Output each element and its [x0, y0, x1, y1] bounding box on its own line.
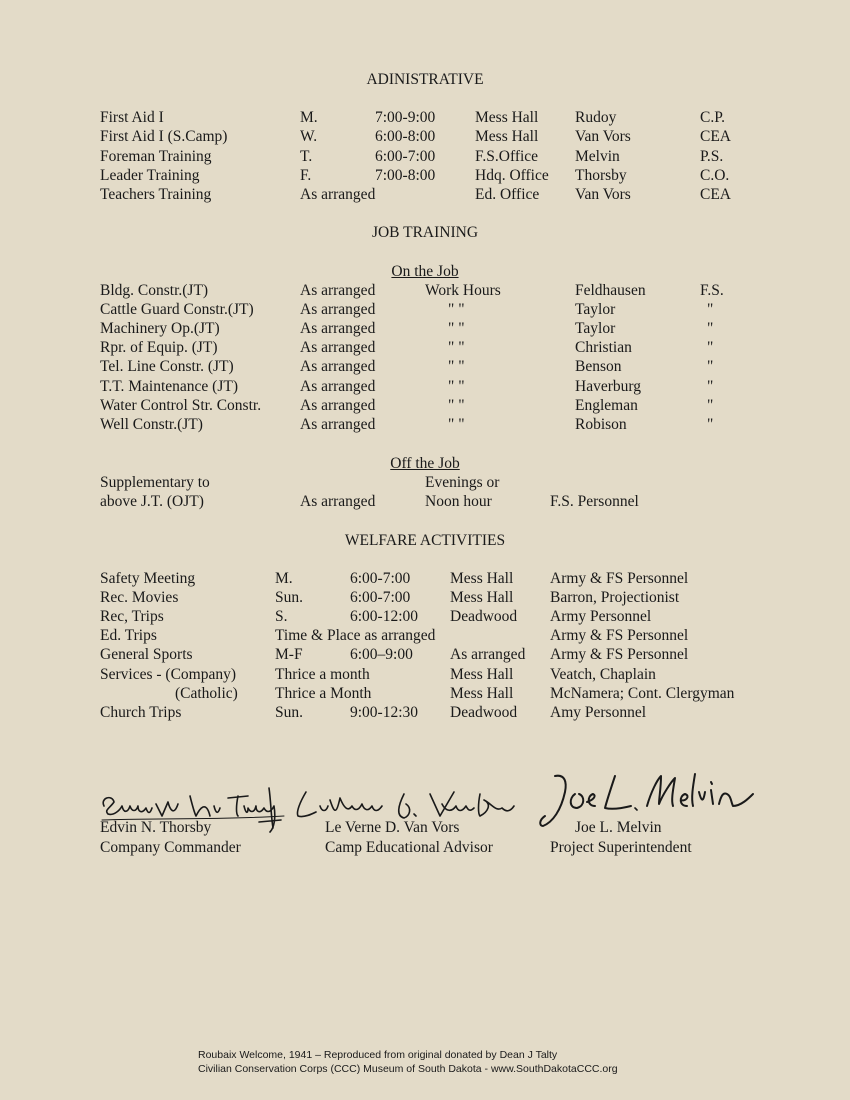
on-the-job-cell: " " [448, 358, 465, 375]
on-the-job-cell: As arranged [300, 397, 376, 414]
on-the-job-cell: F.S. [700, 282, 724, 299]
on-the-job-cell: Robison [575, 416, 627, 433]
on-the-job-cell: Christian [575, 339, 632, 356]
on-the-job-cell: " [707, 416, 714, 433]
signatory-title-2: Camp Educational Advisor [325, 839, 493, 856]
on-the-job-cell: Well Constr.(JT) [100, 416, 203, 433]
on-the-job-cell: As arranged [300, 378, 376, 395]
signature-flourish-mark [255, 782, 285, 834]
administrative-cell: 7:00-9:00 [375, 109, 436, 126]
welfare-cell: (Catholic) [175, 685, 238, 702]
on-the-job-cell: Taylor [575, 301, 616, 318]
on-the-job-cell: Engleman [575, 397, 638, 414]
welfare-heading: WELFARE ACTIVITIES [344, 532, 506, 549]
off-job-when: As arranged [300, 493, 376, 510]
administrative-cell: First Aid I [100, 109, 164, 126]
welfare-cell: M. [275, 570, 293, 587]
welfare-cell: Veatch, Chaplain [550, 666, 656, 683]
welfare-cell: Sun. [275, 589, 303, 606]
administrative-cell: P.S. [700, 148, 724, 165]
administrative-cell: Mess Hall [475, 128, 539, 145]
administrative-cell: 7:00-8:00 [375, 167, 436, 184]
administrative-cell: Hdq. Office [475, 167, 549, 184]
on-the-job-cell: " " [448, 320, 465, 337]
on-the-job-cell: Tel. Line Constr. (JT) [100, 358, 234, 375]
administrative-cell: Thorsby [575, 167, 627, 184]
welfare-cell: Thrice a Month [275, 685, 372, 702]
welfare-cell: Thrice a month [275, 666, 370, 683]
on-the-job-cell: Bldg. Constr.(JT) [100, 282, 209, 299]
off-job-description-line1: Supplementary to [100, 474, 210, 491]
welfare-cell: Army Personnel [550, 608, 652, 625]
welfare-cell: Mess Hall [450, 570, 514, 587]
signatory-title-1: Company Commander [100, 839, 241, 856]
off-job-description-line2: above J.T. (OJT) [100, 493, 204, 510]
on-the-job-cell: " " [448, 301, 465, 318]
welfare-cell: Mess Hall [450, 589, 514, 606]
on-the-job-cell: " " [448, 416, 465, 433]
welfare-cell: S. [275, 608, 288, 625]
on-the-job-cell: As arranged [300, 301, 376, 318]
welfare-cell: McNamera; Cont. Clergyman [550, 685, 735, 702]
welfare-cell: Army & FS Personnel [550, 570, 689, 587]
welfare-cell: M-F [275, 646, 303, 663]
administrative-cell: Teachers Training [100, 186, 212, 203]
administrative-cell: CEA [700, 128, 731, 145]
welfare-cell: As arranged [450, 646, 526, 663]
welfare-cell: Mess Hall [450, 685, 514, 702]
welfare-cell: Deadwood [450, 608, 518, 625]
welfare-cell: Rec, Trips [100, 608, 164, 625]
on-the-job-cell: " " [448, 378, 465, 395]
welfare-cell: 6:00-12:00 [350, 608, 419, 625]
administrative-cell: W. [300, 128, 318, 145]
signatory-title-3: Project Superintendent [550, 839, 692, 856]
on-the-job-cell: " " [448, 397, 465, 414]
on-the-job-cell: " " [448, 339, 465, 356]
on-the-job-subheading: On the Job [391, 263, 459, 280]
signatory-name-1: Edvin N. Thorsby [100, 819, 212, 836]
on-the-job-cell: Cattle Guard Constr.(JT) [100, 301, 254, 318]
welfare-cell: Army & FS Personnel [550, 646, 689, 663]
welfare-cell: 9:00-12:30 [350, 704, 419, 721]
welfare-cell: Army & FS Personnel [550, 627, 689, 644]
administrative-cell: C.O. [700, 167, 730, 184]
administrative-heading: ADINISTRATIVE [366, 71, 484, 88]
on-the-job-cell: " [707, 320, 714, 337]
welfare-cell: Safety Meeting [100, 570, 196, 587]
administrative-cell: Leader Training [100, 167, 200, 184]
on-the-job-cell: Rpr. of Equip. (JT) [100, 339, 218, 356]
administrative-cell: Ed. Office [475, 186, 540, 203]
on-the-job-cell: As arranged [300, 416, 376, 433]
welfare-cell: 6:00–9:00 [350, 646, 413, 663]
signatory-name-2: Le Verne D. Van Vors [325, 819, 460, 836]
administrative-cell: First Aid I (S.Camp) [100, 128, 228, 145]
administrative-cell: Foreman Training [100, 148, 212, 165]
on-the-job-cell: Work Hours [425, 282, 501, 299]
welfare-cell: Ed. Trips [100, 627, 157, 644]
on-the-job-cell: Haverburg [575, 378, 641, 395]
administrative-cell: Van Vors [575, 186, 631, 203]
welfare-cell: Sun. [275, 704, 303, 721]
on-the-job-cell: " [707, 378, 714, 395]
welfare-cell: Amy Personnel [550, 704, 647, 721]
on-the-job-cell: As arranged [300, 282, 376, 299]
off-the-job-subheading: Off the Job [390, 455, 460, 472]
welfare-cell: 6:00-7:00 [350, 570, 411, 587]
on-the-job-cell: Feldhausen [575, 282, 646, 299]
administrative-cell: 6:00-7:00 [375, 148, 436, 165]
on-the-job-cell: " [707, 301, 714, 318]
welfare-cell: Rec. Movies [100, 589, 179, 606]
administrative-cell: F.S.Office [475, 148, 539, 165]
on-the-job-cell: As arranged [300, 320, 376, 337]
administrative-cell: Mess Hall [475, 109, 539, 126]
off-job-time-line1: Evenings or [425, 474, 500, 491]
footer-line-2: Civilian Conservation Corps (CCC) Museum of South Dakota - www.SouthDakotaCCC.org [198, 1063, 618, 1075]
welfare-cell: Deadwood [450, 704, 518, 721]
administrative-cell: Rudoy [575, 109, 617, 126]
on-the-job-cell: " [707, 397, 714, 414]
administrative-cell: 6:00-8:00 [375, 128, 436, 145]
on-the-job-cell: " [707, 339, 714, 356]
off-job-time-line2: Noon hour [425, 493, 492, 510]
administrative-cell: M. [300, 109, 318, 126]
on-the-job-cell: Machinery Op.(JT) [100, 320, 220, 337]
welfare-cell: Services - (Company) [100, 666, 237, 683]
welfare-cell: Barron, Projectionist [550, 589, 680, 606]
on-the-job-cell: Benson [575, 358, 622, 375]
administrative-cell: C.P. [700, 109, 725, 126]
welfare-cell: Mess Hall [450, 666, 514, 683]
welfare-cell: General Sports [100, 646, 193, 663]
on-the-job-cell: T.T. Maintenance (JT) [100, 378, 239, 395]
administrative-cell: As arranged [300, 186, 376, 203]
on-the-job-cell: Water Control Str. Constr. [100, 397, 262, 414]
signatory-name-3: Joe L. Melvin [575, 819, 662, 836]
welfare-cell: Church Trips [100, 704, 182, 721]
administrative-cell: CEA [700, 186, 731, 203]
job-training-heading: JOB TRAINING [371, 224, 479, 241]
off-job-who: F.S. Personnel [550, 493, 639, 510]
on-the-job-cell: Taylor [575, 320, 616, 337]
on-the-job-cell: " [707, 358, 714, 375]
administrative-cell: Melvin [575, 148, 620, 165]
on-the-job-cell: As arranged [300, 358, 376, 375]
on-the-job-cell: As arranged [300, 339, 376, 356]
welfare-cell: 6:00-7:00 [350, 589, 411, 606]
footer-line-1: Roubaix Welcome, 1941 – Reproduced from original donated by Dean J Talty [198, 1049, 558, 1061]
welfare-cell: Time & Place as arranged [275, 627, 436, 644]
administrative-cell: F. [300, 167, 312, 184]
administrative-cell: T. [300, 148, 313, 165]
administrative-cell: Van Vors [575, 128, 631, 145]
